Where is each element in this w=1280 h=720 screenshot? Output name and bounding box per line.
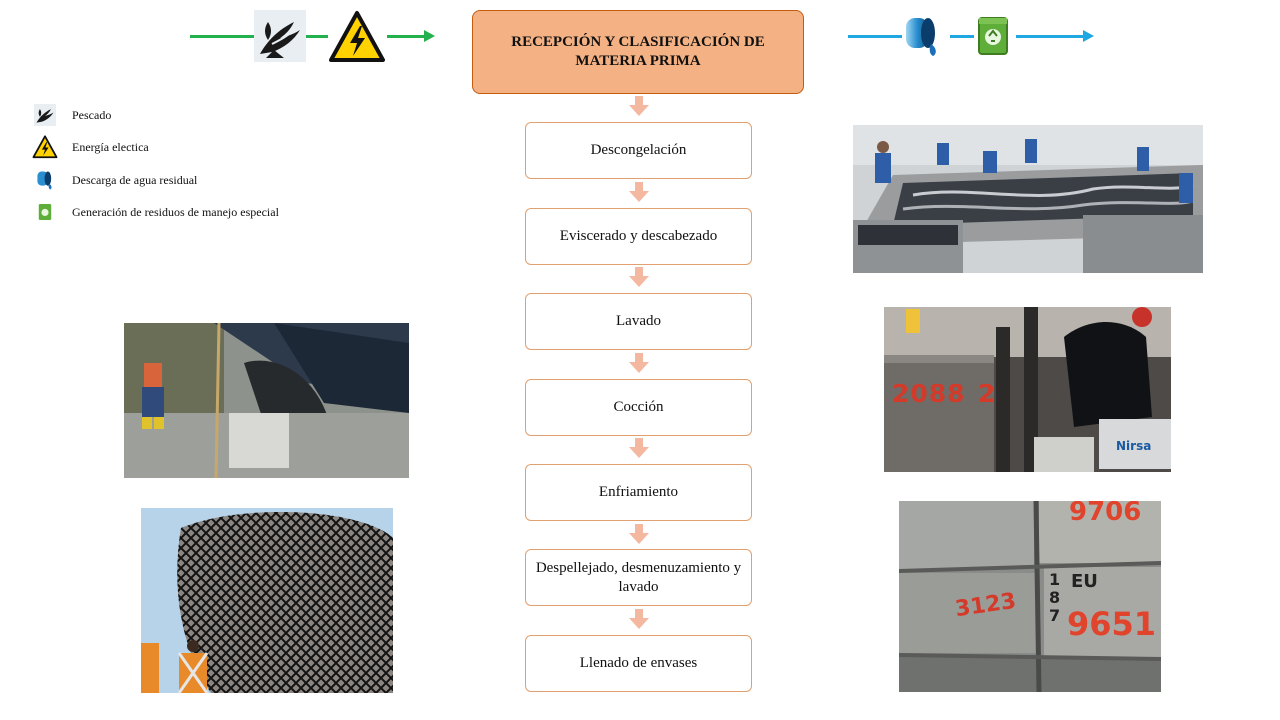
input-arrow-head — [424, 30, 435, 42]
step-lavado — [525, 293, 752, 350]
step-descongelacion — [525, 122, 752, 179]
down-arrow — [629, 353, 649, 373]
fish-icon — [32, 102, 58, 128]
step-despellejado — [525, 549, 752, 606]
legend-item-energia — [32, 134, 149, 160]
output-arrow-line — [848, 35, 902, 38]
special-waste-icon — [32, 199, 58, 225]
bin-number: 2088 — [892, 379, 966, 408]
step-label: Cocción — [613, 399, 664, 415]
step-label: Descongelación — [590, 142, 687, 158]
special-waste-icon — [975, 14, 1011, 58]
photo-stacked-bins — [899, 501, 1161, 692]
step-llenado — [525, 635, 752, 692]
wastewater-icon — [32, 167, 58, 193]
legend-item-agua-residual — [32, 167, 197, 193]
output-arrow-line — [1016, 35, 1084, 38]
title-process-box — [472, 10, 804, 94]
legend-item-residuos — [32, 199, 279, 225]
step-coccion — [525, 379, 752, 436]
input-arrow-line — [190, 35, 254, 38]
step-label: Enfriamiento — [598, 484, 679, 500]
photo-fish-net — [141, 508, 393, 693]
forklift-brand: Nirsa — [1116, 439, 1152, 453]
bin-number: 2 — [978, 379, 996, 408]
step-enfriamiento — [525, 464, 752, 521]
step-label: Despellejado, desmenuzamiento y lavado — [535, 559, 742, 595]
down-arrow — [629, 96, 649, 116]
down-arrow — [629, 182, 649, 202]
step-label: Llenado de envases — [579, 655, 698, 671]
down-arrow — [629, 609, 649, 629]
bin-number: 9651 — [1067, 605, 1157, 643]
output-arrow-line — [950, 35, 974, 38]
bin-number: EU — [1071, 571, 1098, 592]
photo-fish-sorting — [853, 125, 1203, 273]
photo-forklift-bins — [884, 307, 1171, 472]
electricity-icon — [328, 10, 386, 64]
legend-label: Generación de residuos de manejo especial — [72, 204, 279, 219]
fish-icon — [254, 10, 306, 62]
legend-label: Descarga de agua residual — [72, 172, 198, 187]
photo-boat-unloading — [124, 323, 409, 478]
step-label: Lavado — [616, 313, 661, 329]
input-arrow-line — [306, 35, 328, 38]
down-arrow — [629, 267, 649, 287]
output-arrow-head — [1083, 30, 1094, 42]
title-text: RECEPCIÓN Y CLASIFICACIÓN DE MATERIA PRIMA — [511, 34, 765, 69]
down-arrow — [629, 438, 649, 458]
down-arrow — [629, 524, 649, 544]
step-eviscerado — [525, 208, 752, 265]
wastewater-icon — [903, 14, 941, 58]
bin-number: 1 8 7 — [1049, 570, 1061, 625]
step-label: Eviscerado y descabezado — [559, 228, 718, 244]
bin-number: 3123 — [953, 588, 1018, 623]
legend-item-pescado — [32, 102, 111, 128]
legend-label: Energía electica — [72, 139, 149, 154]
input-arrow-line — [387, 35, 425, 38]
electricity-icon — [32, 134, 58, 160]
bin-number: 9706 — [1069, 501, 1142, 527]
legend-label: Pescado — [72, 107, 112, 122]
